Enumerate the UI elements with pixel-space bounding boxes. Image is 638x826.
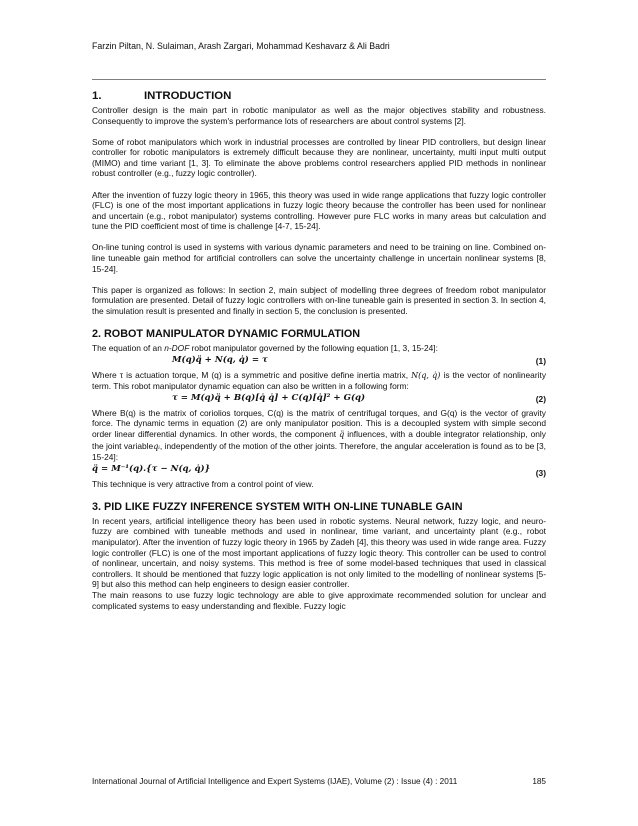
italic-term: n-DOF [164, 343, 190, 353]
section-heading-dynamics: 2. ROBOT MANIPULATOR DYNAMIC FORMULATION [92, 328, 361, 340]
header-divider [92, 79, 546, 80]
text-run: Where τ is actuation torque, M (q) is a symmetric and positive define inertia matrix, [92, 369, 412, 380]
equation-expression: M(q)q̈ + N(q, q̇) = τ [172, 354, 268, 365]
paragraph: On-line tuning control is used in systems with various dynamic parameters and need to be training on line. Combined on-line tuneable gain method for artificial controllers can solve the uncertainty challenge in uncertain nonlinear systems [8, 15-24]. [92, 242, 546, 274]
equation-2 [92, 393, 546, 406]
main-text [92, 87, 546, 622]
paragraph [92, 343, 546, 354]
equation-number: (2) [535, 393, 546, 404]
journal-citation: International Journal of Artificial Intelligence and Expert Systems (IJAE), Volume (2) : Issue (4) : 2011 [92, 777, 458, 786]
equation-3 [92, 464, 546, 477]
equation-1 [92, 355, 546, 368]
section-title: INTRODUCTION [144, 90, 232, 102]
paragraph: This technique is very attractive from a control point of view. [92, 478, 314, 489]
running-header: Farzin Piltan, N. Sulaiman, Arash Zargari, Mohammad Keshavarz & Ali Badri [92, 41, 390, 51]
equation-number: (1) [535, 355, 546, 366]
paragraph: Controller design is the main part in robotic manipulator as well as the major objectives stability and robustness. Consequently to improve the system's performance lots of researchers are about control systems [2]. [92, 105, 546, 126]
equation-expression: τ = M(q)q̈ + B(q)[q̇ q̇] + C(q)[q̇]² + G(q) [172, 392, 366, 403]
paragraph: The main reasons to use fuzzy logic technology are able to give approximate recommended solution for unclear and complicated systems to easy understanding and flexible. Fuzzy logic [92, 590, 546, 611]
page-footer [92, 777, 546, 786]
inline-math: qᵢ [153, 441, 160, 451]
text-run: robot manipulator governed by the following equation [1, 3, 15-24]: [189, 343, 438, 353]
inline-math: q̈ [339, 429, 345, 439]
paragraph: After the invention of fuzzy logic theory in 1965, this theory was used in wide range applications that fuzzy logic controller (FLC) is one of the most important applications in fuzzy logic theory because the controller has been used for nonlinear and uncertain (e.g., robot manipulator) systems controlling. However pure FLC works in many areas but calculation and tune the PID coefficient most of time is challenge [4-7, 15-24]. [92, 189, 546, 232]
text-run: influences, with a double integrator relationship, only the joint variable [92, 428, 546, 451]
inline-math: N(q, q̇) [411, 370, 441, 380]
paragraph: Some of robot manipulators which work in industrial processes are controlled by linear PID controllers, but design linear controller for robotic manipulators is extremely difficult because they are nonlinear, uncertainty, multi input multi output (MIMO) and time variant [1, 3]. To eliminate the above problems control researchers applied PID methods in nonlinear robust controller (e.g., fuzzy logic controller). [92, 136, 546, 179]
paper-page [92, 0, 546, 826]
equation-number: (3) [535, 467, 546, 478]
text-run: is the vector of nonlinearity term. This robot manipulator dynamic equation can also be written in a following form: [92, 369, 547, 392]
text-run: The equation of an [92, 343, 165, 353]
paragraph: In recent years, artificial intelligence theory has been used in robotic systems. Neural network, fuzzy logic, and neuro-fuzzy are combined with tuneable methods and used in nonlinear, time variant, and uncertainty plant (e.g., robot manipulator). After the invention of fuzzy logic theory in 1965 by Zadeh [4], this theory was used in wide range area. Fuzzy logic controller (FLC) is one of the most important applications of fuzzy logic theory. This controller can be used to control of nonlinear, uncertain, and noisy systems. This method is free of some model-based techniques that used in classical controllers. It should be mentioned that fuzzy logic application is not only limited to the modelling of nonlinear systems [5-9] but also this method can help engineers to design easier controller. [92, 515, 546, 590]
page-number: 185 [532, 777, 546, 786]
section-heading-introduction [92, 89, 546, 103]
text-run: Where B(q) is the matrix of coriolios torques, C(q) is the matrix of centrifugal torques, and G(q) is the vector of gravity force. The dynamic terms in equation (2) are only manipulator position. This is a decoupled system with simple second order linear differential dynamics. In other words, the component [92, 407, 546, 439]
paragraph: This paper is organized as follows: In section 2, main subject of modelling three degrees of freedom robot manipulator formulation are presented. Detail of fuzzy logic controllers with on-line tuneable gain is presented in section 3. In section 4, the simulation result is presented and finally in section 5, the conclusion is presented. [92, 284, 546, 316]
text-run: , independently of the motion of the other joints. Therefore, the angular acceleration is found as to be [3, 15-24]: [92, 440, 546, 463]
paragraph [92, 408, 546, 463]
equation-expression: q̈ = M⁻¹(q).{τ − N(q, q̇)} [92, 463, 211, 474]
paragraph [92, 370, 546, 392]
section-number: 1. [92, 90, 102, 102]
section-heading-pid-fuzzy: 3. PID LIKE FUZZY INFERENCE SYSTEM WITH ON-LINE TUNABLE GAIN [92, 500, 463, 513]
